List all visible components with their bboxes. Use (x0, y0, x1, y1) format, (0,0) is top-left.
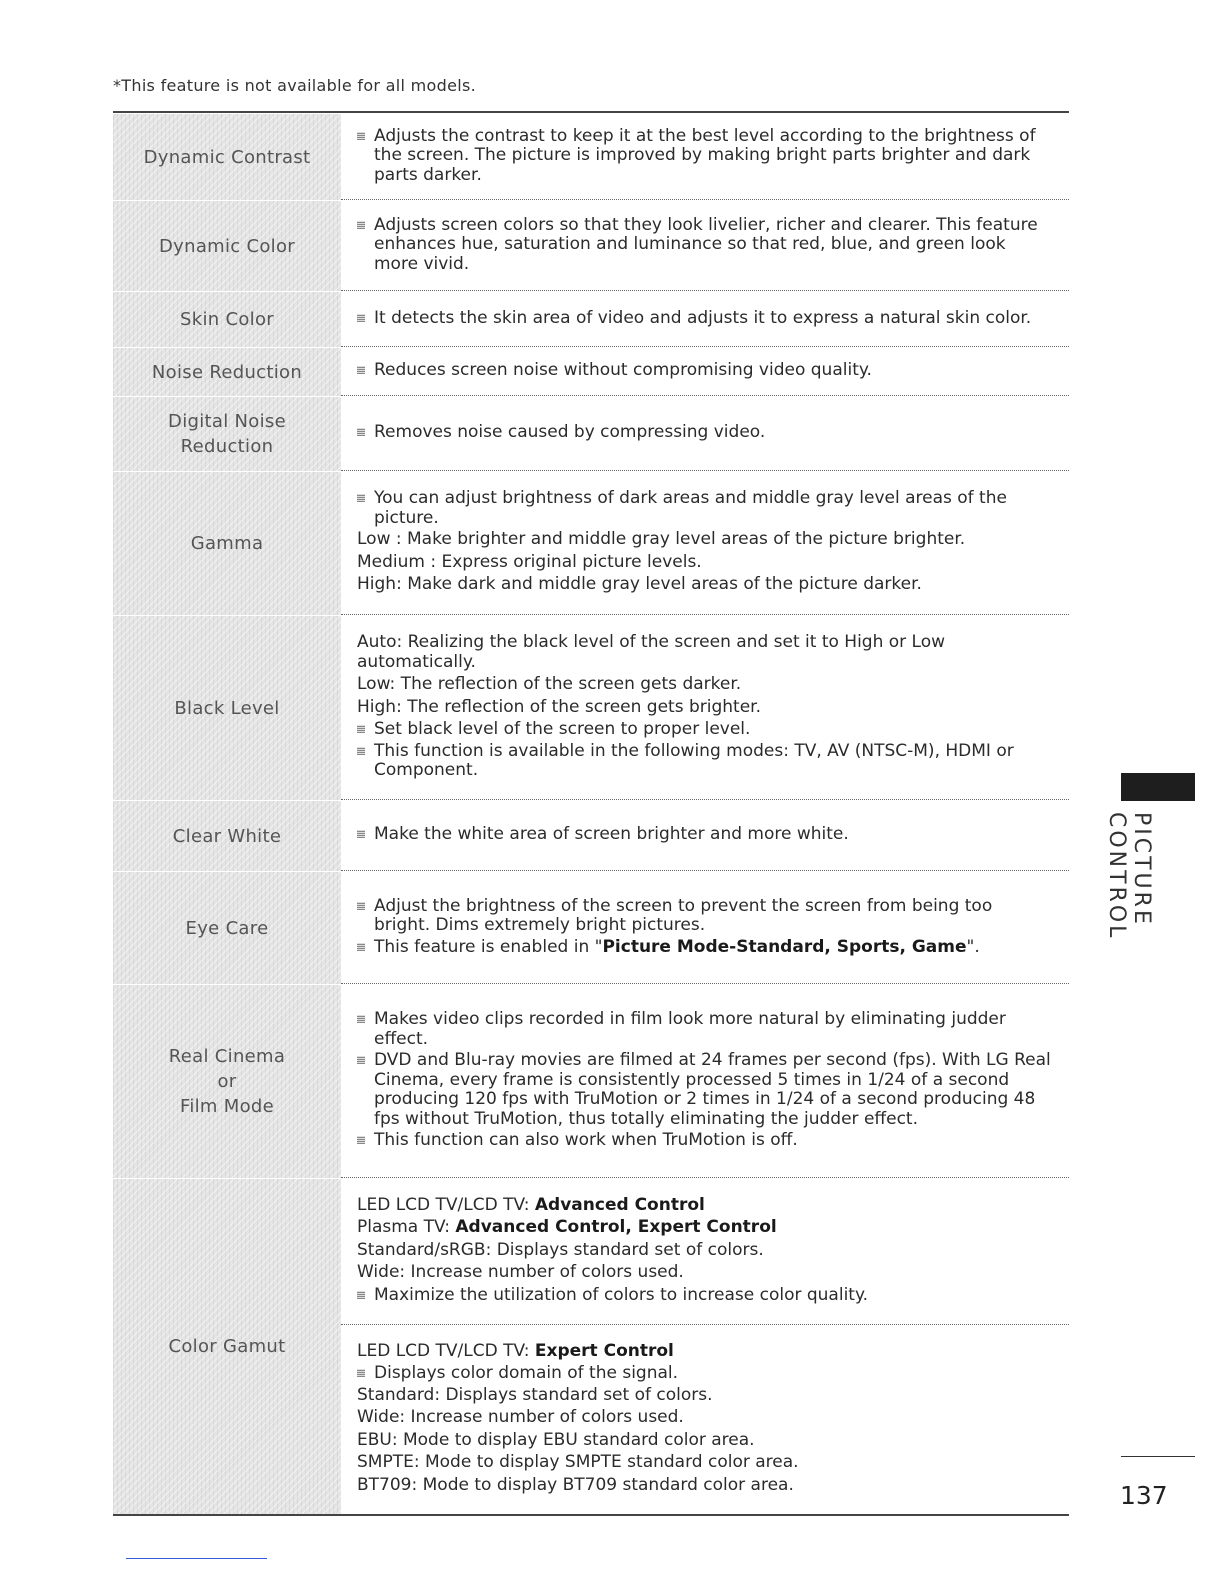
description-line: High: The reflection of the screen gets brighter. (357, 696, 761, 717)
description-line: Plasma TV: Advanced Control, Expert Control (357, 1217, 777, 1238)
bullet-item: Maximize the utilization of colors to increase color quality. (357, 1286, 1051, 1306)
description-line: SMPTE: Mode to display SMPTE standard color area. (357, 1452, 799, 1473)
feature-description (357, 472, 1051, 615)
bullet-item: Reduces screen noise without compromising video quality. (357, 361, 1051, 381)
description-line: Low : Make brighter and middle gray level areas of the picture brighter. (357, 529, 966, 550)
feature-label: Black Level (174, 697, 280, 719)
bullet-item: Set black level of the screen to proper level. (357, 720, 1051, 740)
page-number: 137 (1120, 1481, 1168, 1510)
feature-description (357, 1179, 1051, 1324)
feature-label-cell (113, 1179, 341, 1514)
row-divider (341, 983, 1069, 984)
description-line: BT709: Mode to display BT709 standard color area. (357, 1474, 794, 1495)
table-row (113, 872, 1069, 984)
feature-label: Real Cinema or Film Mode (168, 1046, 286, 1117)
description-line: LED LCD TV/LCD TV: Expert Control (357, 1340, 674, 1361)
table-row (113, 1179, 1069, 1514)
bullet-item: Adjusts the contrast to keep it at the best level according to the brightness of the screen. The picture is improved by making bright parts brighter and dark parts darker. (357, 127, 1051, 186)
table-row (113, 985, 1069, 1178)
section-side-title: PICTURE CONTROL (1104, 812, 1154, 941)
description-line: Medium : Express original picture levels. (357, 551, 702, 572)
description-line: Standard: Displays standard set of colors. (357, 1384, 713, 1405)
feature-label-cell (113, 985, 341, 1178)
description-line: Low: The reflection of the screen gets darker. (357, 674, 742, 695)
feature-label: Color Gamut (168, 1336, 286, 1357)
table-row (113, 397, 1069, 471)
feature-label-cell (113, 616, 341, 800)
feature-label: Noise Reduction (151, 361, 303, 383)
feature-description (357, 348, 1051, 396)
bullet-item: This function can also work when TruMotion is off. (357, 1131, 1051, 1151)
feature-description (357, 1326, 1051, 1514)
bullet-item: Adjust the brightness of the screen to prevent the screen from being too bright. Dims extremely bright pictures. (357, 897, 1051, 936)
table-bottom-rule (113, 1514, 1069, 1516)
availability-note: *This feature is not available for all models. (113, 76, 477, 95)
feature-label-cell (113, 801, 341, 871)
description-line: Wide: Increase number of colors used. (357, 1407, 684, 1428)
row-divider (341, 395, 1069, 396)
row-divider (341, 199, 1069, 200)
feature-label-cell (113, 397, 341, 471)
bullet-item: Removes noise caused by compressing video. (357, 423, 1051, 443)
bullet-item: Displays color domain of the signal. (357, 1364, 1051, 1384)
feature-description (357, 397, 1051, 471)
description-line: EBU: Mode to display EBU standard color area. (357, 1429, 755, 1450)
row-divider (341, 346, 1069, 347)
row-divider (341, 614, 1069, 615)
feature-label-cell (113, 348, 341, 396)
feature-label: Digital Noise Reduction (168, 411, 286, 457)
feature-label: Dynamic Color (159, 235, 295, 257)
bullet-item: This function is available in the following modes: TV, AV (NTSC-M), HDMI or Component. (357, 742, 1051, 781)
table-row (113, 472, 1069, 615)
page-number-rule (1121, 1456, 1195, 1457)
table-row (113, 348, 1069, 396)
row-divider (341, 470, 1069, 471)
feature-description (357, 801, 1051, 871)
feature-label-cell (113, 872, 341, 984)
feature-label-cell (113, 292, 341, 347)
feature-description (357, 201, 1051, 291)
bullet-item: It detects the skin area of video and adjusts it to express a natural skin color. (357, 309, 1051, 329)
feature-label-cell (113, 114, 341, 200)
table-row (113, 801, 1069, 871)
table-row (113, 292, 1069, 347)
feature-label: Eye Care (185, 917, 269, 939)
description-line: LED LCD TV/LCD TV: Advanced Control (357, 1194, 705, 1215)
table-row (113, 201, 1069, 291)
row-divider (341, 1177, 1069, 1178)
row-divider (341, 799, 1069, 800)
feature-label-cell (113, 201, 341, 291)
bullet-item: You can adjust brightness of dark areas and middle gray level areas of the picture. (357, 489, 1051, 528)
feature-description (357, 872, 1051, 984)
table-top-rule (113, 111, 1069, 113)
bullet-item: DVD and Blu-ray movies are filmed at 24 frames per second (fps). With LG Real Cinema, every frame is consistently processed 5 times in 1/24 of a second producing 120 fps with TruMotion or 2 times in 1/24 of a second producing 48 fps without TruMotion, thus totally eliminating the judder effect. (357, 1051, 1051, 1129)
feature-description (357, 616, 1051, 800)
section-tab-marker (1121, 773, 1195, 801)
bullet-item: Makes video clips recorded in film look more natural by eliminating judder effect. (357, 1010, 1051, 1049)
footer-link-underline (126, 1558, 267, 1559)
feature-label: Skin Color (180, 309, 274, 330)
feature-label: Clear White (172, 825, 282, 847)
feature-description (357, 985, 1051, 1178)
feature-label-cell (113, 472, 341, 615)
row-sub-divider (341, 1324, 1069, 1325)
bullet-item: Adjusts screen colors so that they look livelier, richer and clearer. This feature enhances hue, saturation and luminance so that red, blue, and green look more vivid. (357, 216, 1051, 275)
row-divider (341, 290, 1069, 291)
description-line: Auto: Realizing the black level of the screen and set it to High or Low automatically. (357, 632, 946, 672)
description-line: High: Make dark and middle gray level areas of the picture darker. (357, 574, 922, 595)
feature-label: Dynamic Contrast (143, 146, 311, 168)
description-line: Standard/sRGB: Displays standard set of colors. (357, 1239, 764, 1260)
table-row (113, 114, 1069, 200)
row-divider (341, 870, 1069, 871)
description-line: Wide: Increase number of colors used. (357, 1262, 684, 1283)
feature-label: Gamma (190, 533, 264, 554)
feature-description (357, 292, 1051, 347)
bullet-item: Make the white area of screen brighter and more white. (357, 825, 1051, 845)
bullet-item: This feature is enabled in "Picture Mode-Standard, Sports, Game". (357, 938, 1051, 958)
feature-description (357, 114, 1051, 200)
table-row (113, 616, 1069, 800)
